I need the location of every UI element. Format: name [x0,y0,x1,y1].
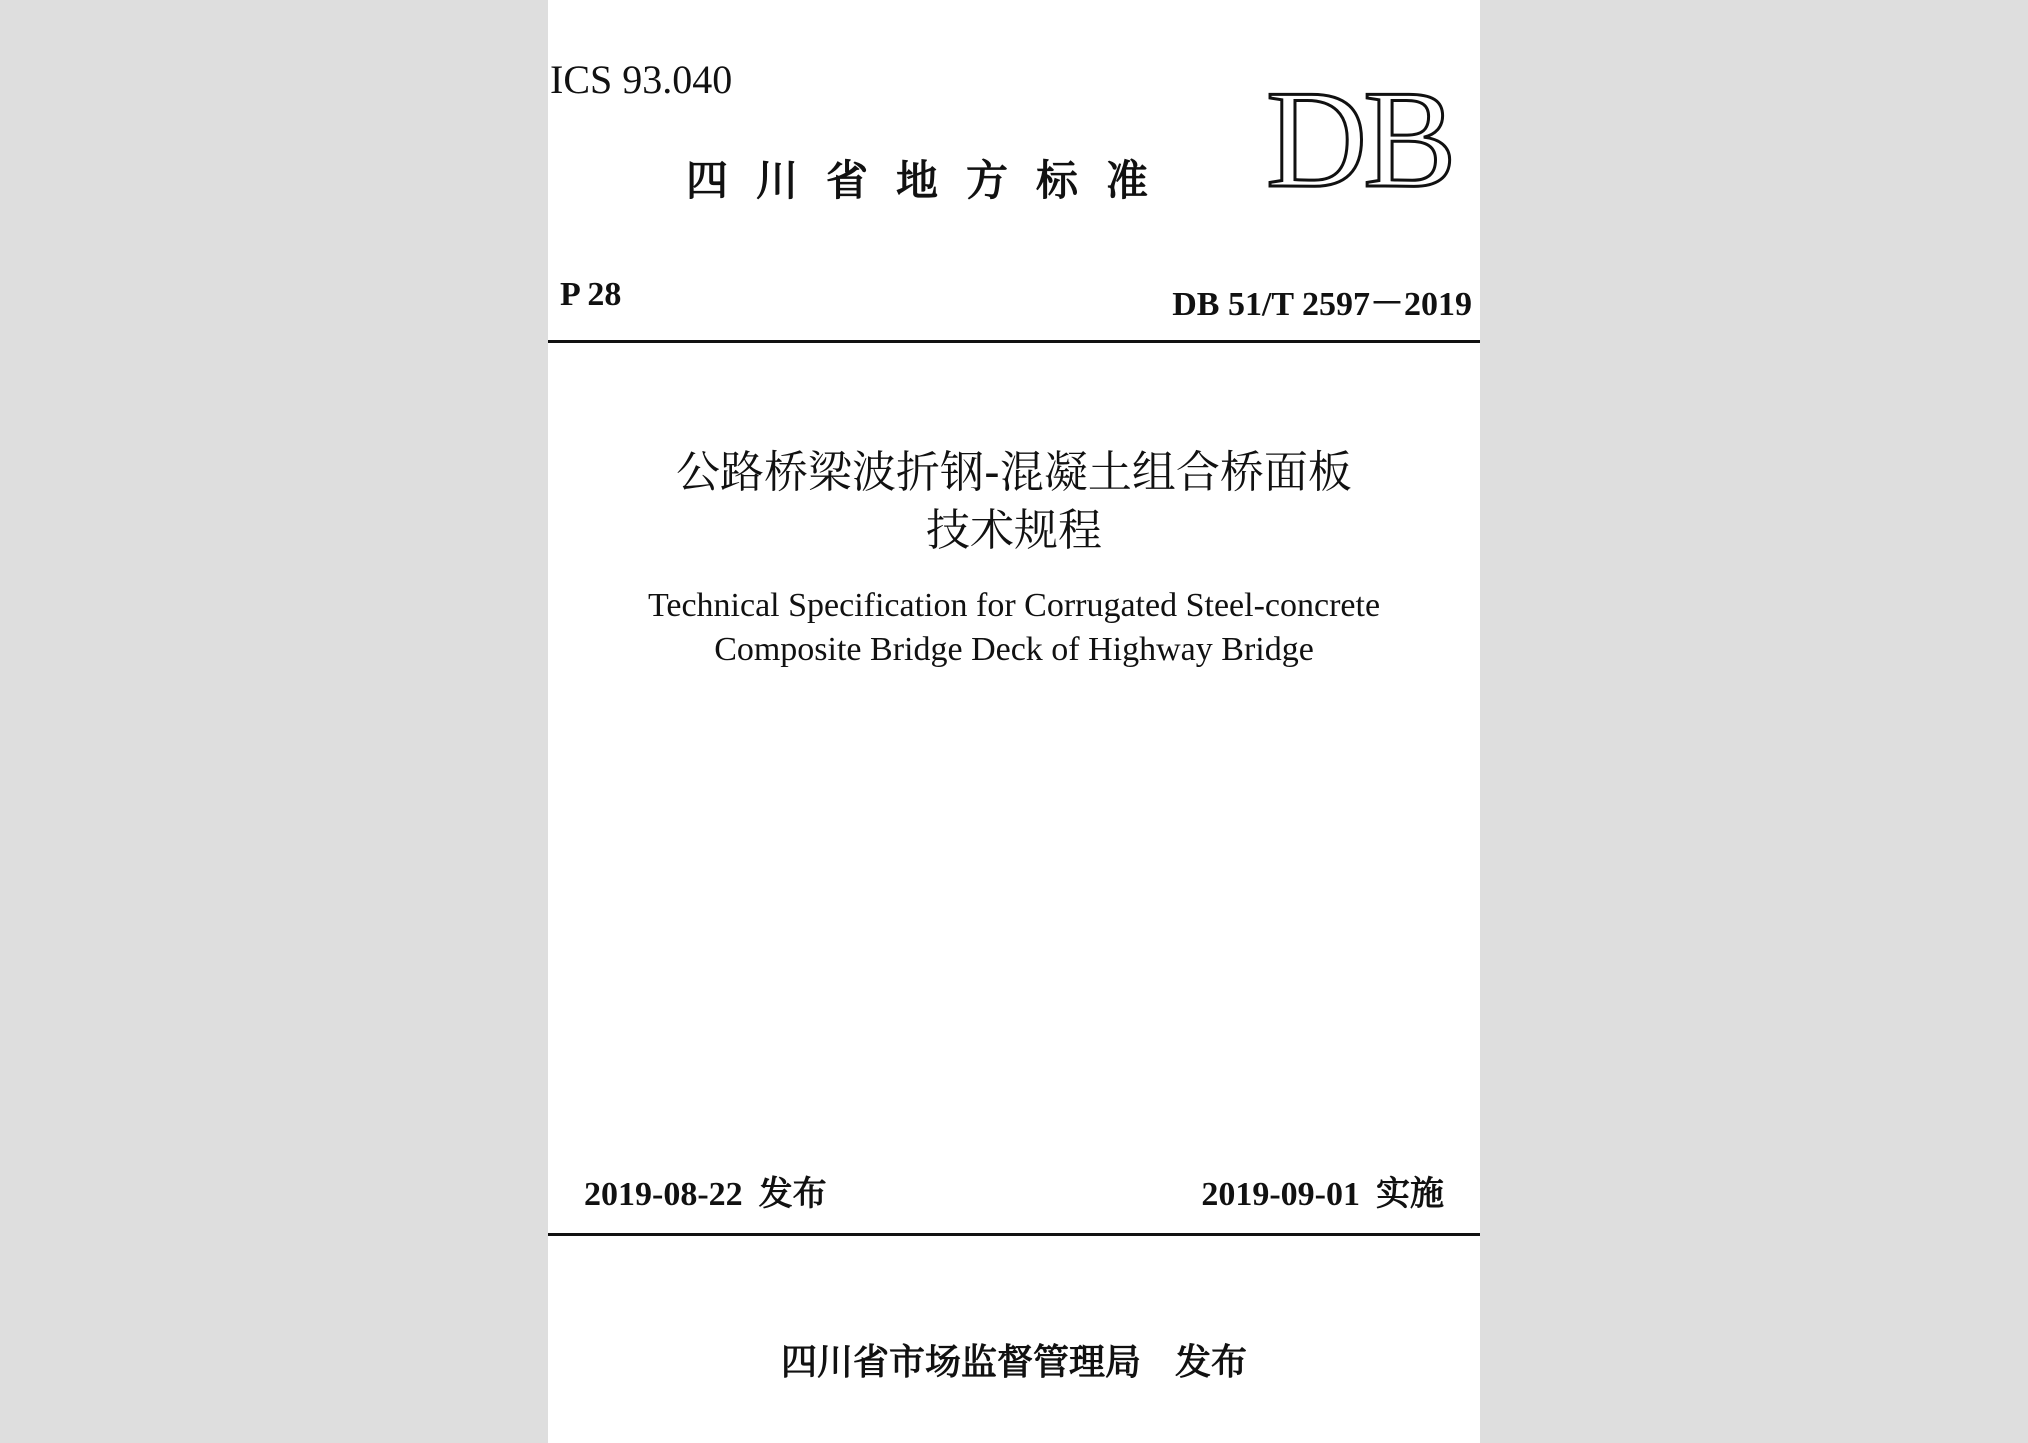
document-page [548,0,1480,1443]
publisher-name: 四川省市场监督管理局 [780,1342,1141,1383]
standard-type: 四川省地方标准 [686,156,1177,205]
publisher [548,1334,1480,1385]
top-divider [548,340,1480,343]
ccs-code: P 28 [560,276,622,313]
title-cn-line2: 技术规程 [926,505,1102,556]
title-en-line2: Composite Bridge Deck of Highway Bridge [714,631,1314,668]
publish-label: 发布 [1175,1342,1248,1383]
standard-number: DB 51/T 2597－2019 [1172,286,1472,323]
implement-label: 实施 [1376,1174,1444,1214]
issue-label: 发布 [758,1174,827,1214]
title-en-line1: Technical Specification for Corrugated Steel-concrete [647,587,1381,624]
db-logo: DB [1266,62,1453,217]
bottom-divider [548,1233,1480,1236]
implement-date-value: 2019-09-01 [1201,1176,1360,1213]
implement-date [1201,1166,1444,1215]
issue-date-value: 2019-08-22 [584,1176,743,1213]
ics-code: ICS 93.040 [550,57,733,102]
issue-date [584,1166,827,1215]
title-cn-line1: 公路桥梁波折钢-混凝土组合桥面板 [676,447,1352,498]
